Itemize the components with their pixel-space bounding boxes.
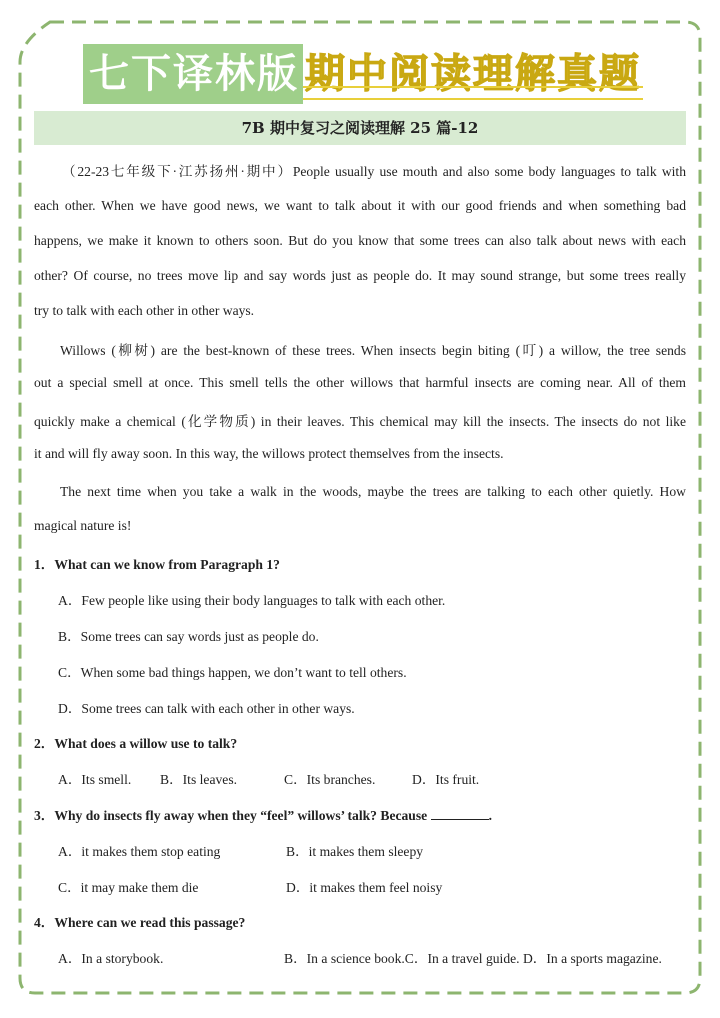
title-banner bbox=[83, 44, 643, 104]
question-3-period: . bbox=[488, 808, 493, 823]
passage-line: try to talk with each other in other ways. bbox=[34, 303, 255, 318]
passage-line: other? Of course, no trees move lip and say words just as people do. It may sound strange, but some trees really bbox=[34, 268, 686, 283]
question-4-options-b-c-d[interactable]: B．In a science book.C．In a travel guide. D．In a sports magazine. bbox=[284, 951, 662, 966]
question-2-option-a[interactable]: A．Its smell. bbox=[58, 772, 132, 787]
question-3-stem-text: 3．Why do insects fly away when they “feel” willows’ talk? Because bbox=[34, 808, 428, 823]
question-1-option-d[interactable]: D．Some trees can talk with each other in other ways. bbox=[58, 701, 355, 716]
passage-line: happens, we make it known to others soon. But do you know that some trees can also talk about news with each bbox=[34, 233, 686, 248]
answer-blank bbox=[431, 807, 489, 820]
question-3-stem bbox=[34, 804, 492, 824]
section-subtitle: 7B 期中复习之阅读理解 25 篇-12 bbox=[34, 111, 686, 145]
banner-underline bbox=[303, 86, 643, 100]
question-2-stem: 2．What does a willow use to talk? bbox=[34, 736, 238, 751]
passage-line: Willows (柳树) are the best-known of these trees. When insects begin biting (叮) a willow, the tree sends bbox=[60, 343, 686, 358]
question-3-option-a[interactable]: A．it makes them stop eating bbox=[58, 844, 221, 859]
question-3-option-d[interactable]: D．it makes them feel noisy bbox=[286, 880, 443, 895]
question-1-stem: 1．What can we know from Paragraph 1? bbox=[34, 557, 280, 572]
banner-edition-label: 七下译林版 bbox=[83, 44, 303, 104]
question-1-option-a[interactable]: A．Few people like using their body languages to talk with each other. bbox=[58, 593, 446, 608]
passage-line: （22-23七年级下·江苏扬州·期中）People usually use mouth and also some body languages to talk with bbox=[62, 164, 686, 179]
question-4-stem: 4．Where can we read this passage? bbox=[34, 915, 246, 930]
passage-line: The next time when you take a walk in the woods, maybe the trees are talking to each other quietly. How bbox=[60, 484, 686, 499]
passage-line: magical nature is! bbox=[34, 518, 132, 533]
banner-topic-text: 期中阅读理解真题 bbox=[305, 51, 641, 97]
question-1-option-b[interactable]: B．Some trees can say words just as people do. bbox=[58, 629, 319, 644]
question-4-option-a[interactable]: A．In a storybook. bbox=[58, 951, 164, 966]
passage-line: quickly make a chemical (化学物质) in their leaves. This chemical may kill the insects. The insects do not like bbox=[34, 414, 686, 429]
question-3-option-c[interactable]: C．it may make them die bbox=[58, 880, 199, 895]
passage-line: it and will fly away soon. In this way, the willows protect themselves from the insects. bbox=[34, 446, 504, 461]
passage-line: out a special smell at once. This smell tells the other willows that harmful insects are coming near. All of them bbox=[34, 375, 686, 390]
question-1-option-c[interactable]: C．When some bad things happen, we don’t want to tell others. bbox=[58, 665, 407, 680]
question-2-option-d[interactable]: D．Its fruit. bbox=[412, 772, 480, 787]
banner-topic-label bbox=[303, 44, 643, 104]
question-2-option-b[interactable]: B．Its leaves. bbox=[160, 772, 238, 787]
passage-line: each other. When we have good news, we want to talk about it with our good friends and when something bad bbox=[34, 198, 686, 213]
question-2-option-c[interactable]: C．Its branches. bbox=[284, 772, 376, 787]
question-3-option-b[interactable]: B．it makes them sleepy bbox=[286, 844, 424, 859]
